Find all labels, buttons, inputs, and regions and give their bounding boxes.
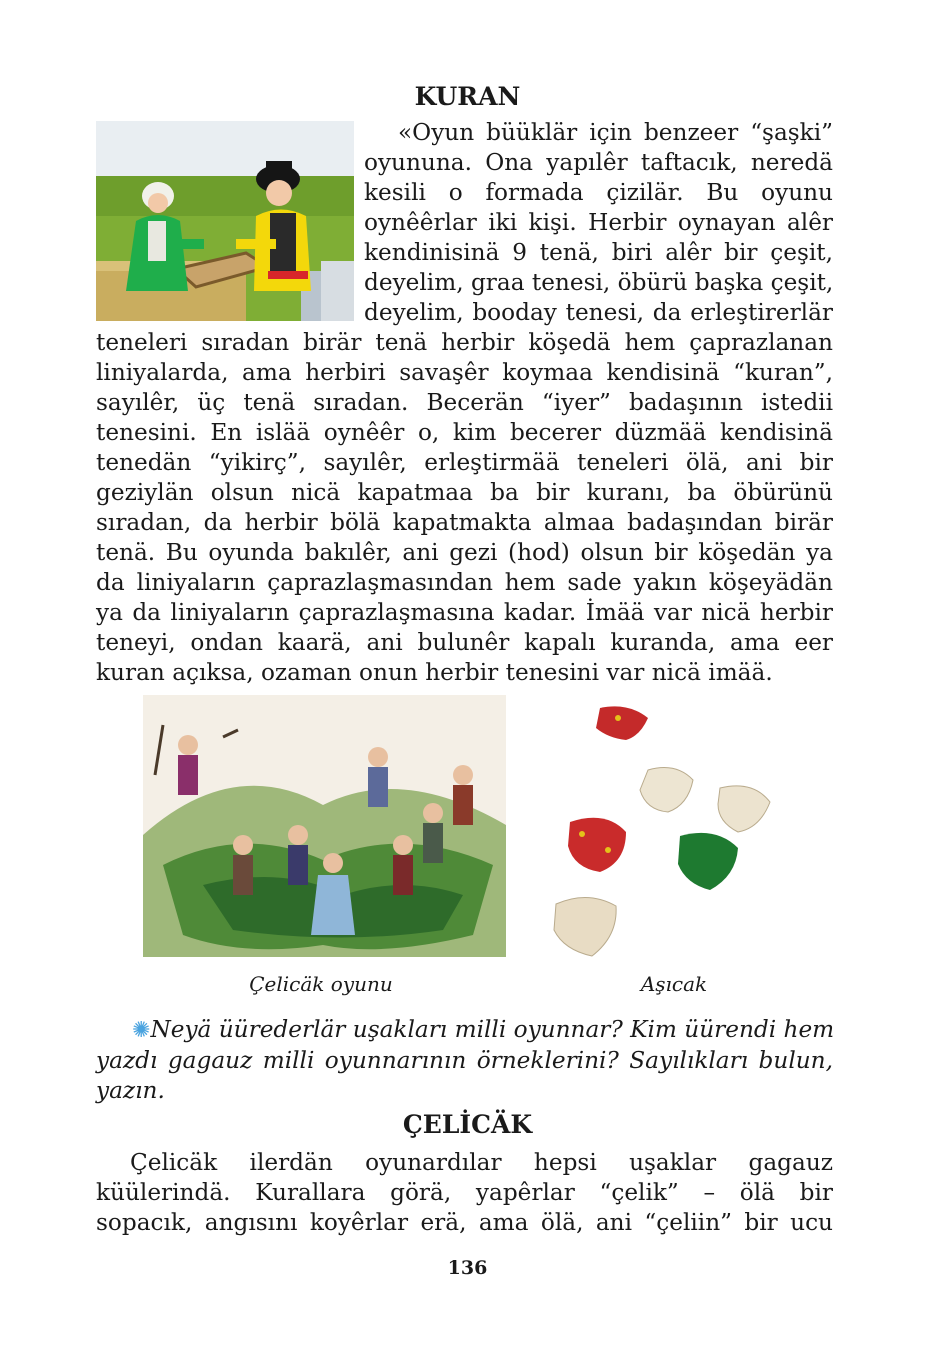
kuran-full-paragraph xyxy=(96,328,833,688)
celicak-paragraph xyxy=(96,1148,833,1238)
asicak-photo xyxy=(548,700,790,962)
section-title-kuran: KURAN xyxy=(414,82,521,111)
text-line: deyelim, booday tenesi, da erleştirerlär xyxy=(364,299,833,326)
question-block xyxy=(96,1015,833,1106)
question-line xyxy=(96,1015,833,1046)
text-line: kendinisinä 9 tenä, biri alêr bir çeşit, xyxy=(364,239,833,266)
text-line: «Oyun büüklär için benzeer “şaşki” xyxy=(398,119,833,146)
text-line: kesili o formada çizilär. Bu oyunu xyxy=(364,179,833,206)
text-line: liniyalarda, ama herbiri savaşêr koymaa kendisinä “kuran”, xyxy=(96,359,833,386)
text-line: tenä. Bu oyunda bakılêr, ani gezi (hod) olsun bir köşedän ya xyxy=(96,539,833,566)
question-line: yazın. xyxy=(96,1077,165,1104)
text-line: ya da liniyaların çaprazlaşmasına kadar. İmää var nicä herbir xyxy=(96,599,833,626)
text-line: teneleri sıradan birär tenä herbir köşedä hem çaprazlanan xyxy=(96,329,833,356)
kuran-wrapped-paragraph xyxy=(364,118,833,328)
text-line: oynêêrlar iki kişi. Herbir oynayan alêr xyxy=(364,209,833,236)
question-line: yazdı gagauz milli oyunnarının örneklerini? Sayılıkları bulun, xyxy=(96,1047,833,1074)
text-line: oyununa. Ona yapılêr taftacık, neredä xyxy=(364,149,833,176)
text-line: tenedän “yikirç”, sayılêr, erleştirmää teneleri ölä, ani bir xyxy=(96,449,833,476)
text-line: tenesini. En islää oynêêr o, kim becerer düzmää kendisinä xyxy=(96,419,833,446)
text-line: geziylän olsun nicä kapatmaa ba bir kuranı, ba öbürünü xyxy=(96,479,833,506)
text-line: da liniyaların çaprazlaşmasından hem sade yakın köşeyädän xyxy=(96,569,833,596)
section-title-celicak: ÇELİCÄK xyxy=(402,1110,533,1139)
text-line: küülerindä. Kurallara görä, yapêrlar “çelik” – ölä bir xyxy=(96,1179,833,1206)
snowflake-icon: ✺ xyxy=(132,1018,151,1043)
caption-celicak: Çelicäk oyunu xyxy=(249,972,393,996)
text-line: sopacık, angısını koyêrlar erä, ama ölä, ani “çeliin” bir ucu xyxy=(96,1209,833,1236)
celicak-game-illustration xyxy=(143,695,506,957)
text-line: deyelim, graa tenesi, öbürü başka çeşit, xyxy=(364,269,834,296)
text-line: sayılêr, üç tenä sıradan. Becerän “iyer” badaşının istedii xyxy=(96,389,833,416)
children-playing-illustration-image xyxy=(143,695,506,957)
question-text: Neyä üürederlär uşakları milli oyunnar? Kim üürendi hem xyxy=(150,1016,835,1043)
text-line: kuran açıksa, ozaman onun herbir tenesini var nicä imää. xyxy=(96,659,773,686)
knucklebones-image xyxy=(548,700,790,962)
page-number: 136 xyxy=(447,1257,488,1279)
kuran-game-photo xyxy=(96,121,354,321)
text-line: sıradan, da herbir bölä kapatmakta almaa badaşından birär xyxy=(96,509,833,536)
children-playing-board-game-image xyxy=(96,121,354,321)
text-line: teneyi, ondan kaarä, ani bulunêr kapalı kuranda, ama eer xyxy=(96,629,833,656)
text-line: Çelicäk ilerdän oyunardılar hepsi uşaklar gagauz xyxy=(130,1149,833,1176)
caption-asicak: Aşıcak xyxy=(640,972,708,996)
